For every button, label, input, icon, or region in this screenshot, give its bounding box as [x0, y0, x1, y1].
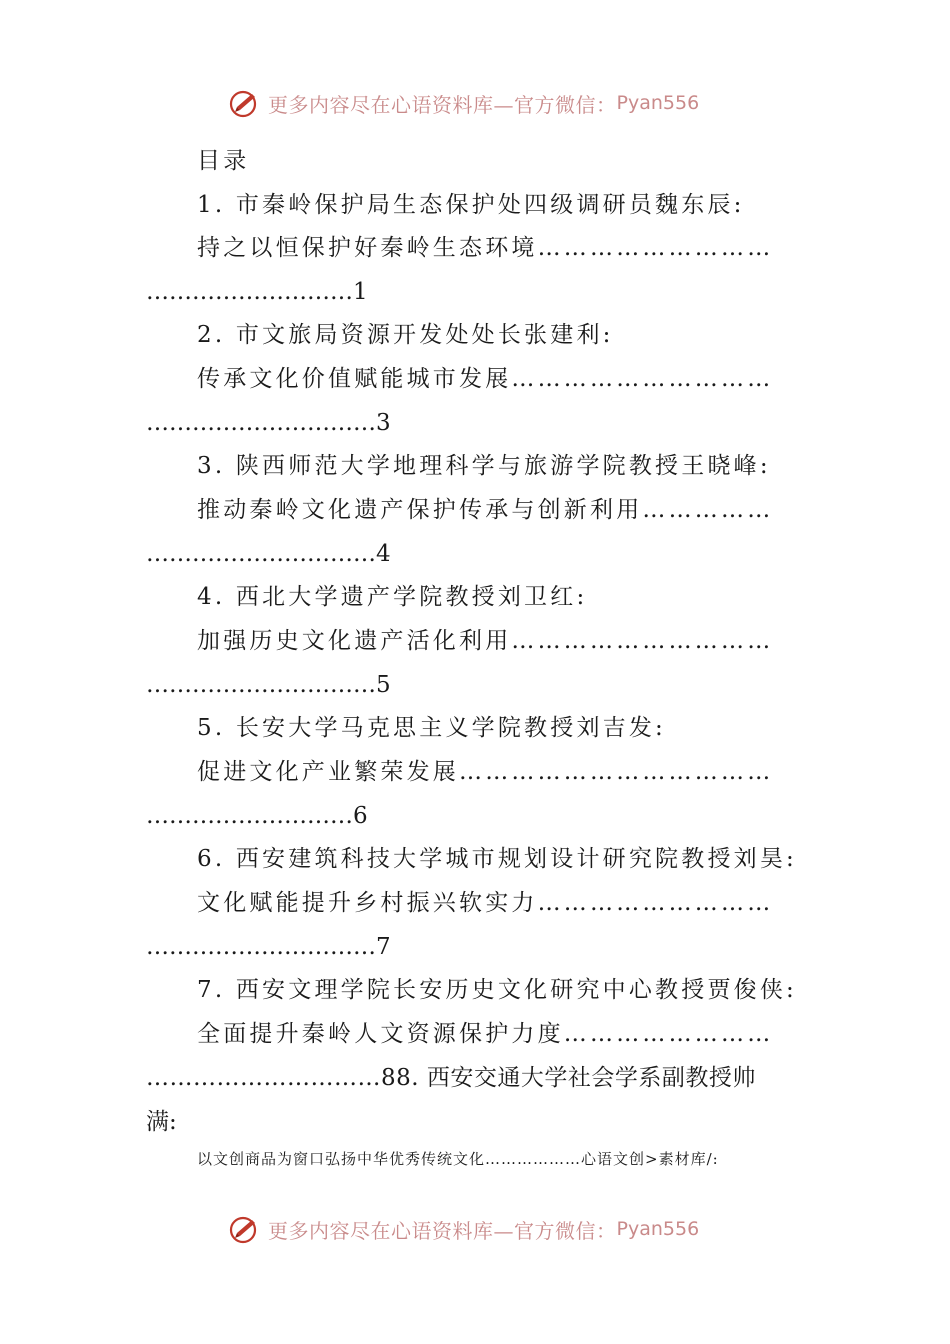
- banner-text: 更多内容尽在心语资料库—官方微信：: [268, 92, 617, 117]
- wechat-id: Pyan556: [616, 92, 700, 114]
- toc-entry-heading: 2. 市文旅局资源开发处处长张建利:: [197, 322, 614, 348]
- footer-banner: [228, 1212, 748, 1246]
- toc-entry-page: …………………………7: [146, 934, 391, 960]
- toc-entry-continuation: 满:: [146, 1109, 177, 1135]
- header-banner: [228, 86, 748, 120]
- toc-entry-page: …………………………4: [146, 541, 391, 567]
- banner-text: 更多内容尽在心语资料库—官方微信：: [268, 1218, 617, 1243]
- wechat-id: Pyan556: [616, 1218, 700, 1240]
- pen-logo-icon: [228, 1212, 262, 1246]
- toc-title: 目录: [197, 148, 250, 174]
- toc-entry-title: 促进文化产业繁荣发展………………………………: [197, 759, 774, 785]
- toc-entry-title: 文化赋能提升乡村振兴软实力………………………: [197, 890, 774, 916]
- toc-entry-title: 推动秦岭文化遗产保护传承与创新利用……………: [197, 497, 774, 523]
- toc-entry-heading: 7. 西安文理学院长安历史文化研究中心教授贾俊侠:: [197, 977, 798, 1003]
- toc-entry-page: ………………………6: [146, 803, 368, 829]
- toc-entry-title: 全面提升秦岭人文资源保护力度……………………: [197, 1021, 774, 1047]
- toc-entry-heading: 4. 西北大学遗产学院教授刘卫红:: [197, 584, 588, 610]
- toc-entry-title: 加强历史文化遗产活化利用…………………………: [197, 628, 774, 654]
- toc-entry-title: 传承文化价值赋能城市发展…………………………: [197, 366, 774, 392]
- toc-entry-page: ………………………1: [146, 279, 368, 305]
- toc-entry-title: 持之以恒保护好秦岭生态环境………………………: [197, 235, 774, 261]
- toc-entry-heading: 3. 陕西师范大学地理科学与旅游学院教授王晓峰:: [197, 453, 771, 479]
- toc-footnote: 以文创商品为窗口弘扬中华优秀传统文化………………心语文创>素材库/:: [197, 1150, 719, 1168]
- toc-entry-page: …………………………88. 西安交通大学社会学系副教授帅: [146, 1065, 756, 1091]
- pen-logo-icon: [228, 86, 262, 120]
- toc-entry-page: …………………………5: [146, 672, 391, 698]
- toc-entry-page: …………………………3: [146, 410, 391, 436]
- toc-entry-heading: 6. 西安建筑科技大学城市规划设计研究院教授刘昊:: [197, 846, 798, 872]
- toc-entry-heading: 5. 长安大学马克思主义学院教授刘吉发:: [197, 715, 667, 741]
- toc-entry-heading: 1. 市秦岭保护局生态保护处四级调研员魏东辰:: [197, 192, 745, 218]
